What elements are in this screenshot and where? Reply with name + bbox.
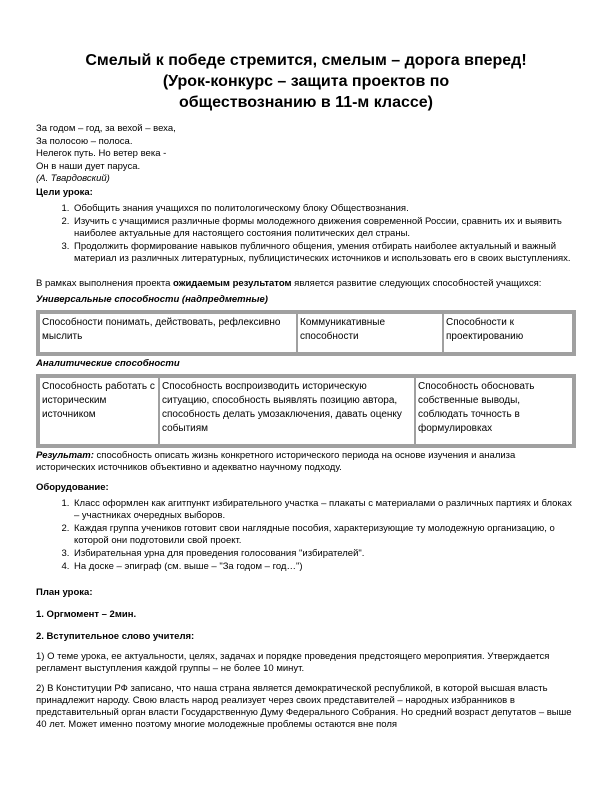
analytic-cell: Способность работать с историческим источником [39, 377, 159, 445]
universal-cell: Способности к проектированию [443, 313, 573, 353]
epigraph [36, 123, 576, 186]
analytic-table [36, 374, 576, 448]
result-text: способность описать жизнь конкретного исторического периода на основе изучения и анализа исторических источников объективно и адекватно научному подходу. [36, 449, 516, 473]
goals-heading: Цели урока: [36, 186, 93, 198]
result-label: Результат: [36, 449, 94, 461]
plan-step-1: 1. Оргмомент – 2мин. [36, 608, 137, 620]
equipment-heading: Оборудование: [36, 481, 109, 493]
analytic-heading: Аналитические способности [36, 357, 180, 369]
result-paragraph [36, 450, 576, 474]
analytic-cell: Способность воспроизводить историческую ситуацию, способность выявлять позицию автора, способность делать умозаключения, давать оценку событиям [159, 377, 415, 445]
title-line-1: Смелый к победе стремится, смелым – дорога вперед! [85, 52, 527, 69]
goal-item: 3. Продолжить формирование навыков публичного общения, умения отбирать наиболее актуальный и важный материал из различных литературных, публицистических источников и использовать его в своих выступлениях. [72, 241, 576, 265]
equipment-list [36, 498, 576, 573]
epigraph-line: Нелегок путь. Но ветер века - [36, 148, 167, 159]
plan-paragraph-2: 2) В Конституции РФ записано, что наша страна является демократической республикой, в которой высшая власть принадлежит народу. Свою власть народ реализует через своих представителей – народных избранников в представительный орган власти Государственную Думу Федерального Собрания. Но средний возраст депутатов – выше 40 лет. Может именно поэтому многие молодежные проблемы остаются вне поля [36, 682, 572, 730]
plan-step-2: 2. Вступительное слово учителя: [36, 630, 195, 642]
universal-heading: Универсальные способности (надпредметные) [36, 293, 268, 305]
equipment-item: 4. На доске – эпиграф (см. выше – "За годом – год…") [72, 561, 576, 573]
title-line-2: (Урок-конкурс – защита проектов по [162, 73, 450, 90]
goals-list [36, 203, 576, 265]
goal-item: 2. Изучить с учащимися различные формы молодежного движения современной России, сравнить их и выявить наиболее актуальные для настоящего состояния политических дел страны. [72, 216, 576, 240]
epigraph-author: (А. Твардовский) [36, 173, 110, 184]
equipment-item: 1. Класс оформлен как агитпункт избирательного участка – плакаты с материалами о различных партиях и блоках – участниках очередных выборов. [72, 498, 576, 522]
title-line-3: обществознанию в 11-м классе) [179, 94, 433, 111]
project-intro-after: является развитие следующих способностей учащихся: [291, 277, 542, 289]
epigraph-line: За полосою – полоса. [36, 135, 133, 147]
project-intro [36, 278, 576, 290]
equipment-item: 3. Избирательная урна для проведения голосования "избирателей". [72, 548, 576, 560]
universal-table [36, 310, 576, 356]
document-title [44, 50, 568, 113]
goal-item: 1. Обобщить знания учащихся по политологическому блоку Обществознания. [72, 203, 576, 215]
universal-cell: Коммуникативные способности [297, 313, 443, 353]
equipment-item: 2. Каждая группа учеников готовит свои наглядные пособия, характеризующие ту молодежную организацию, о которой они подготовили свой проект. [72, 523, 576, 547]
project-intro-before: В рамках выполнения проекта [36, 277, 174, 289]
plan-paragraph-1: 1) О теме урока, ее актуальности, целях, задачах и порядке проведения предстоящего мероприятия. Утверждается регламент выступления каждой группы – не более 10 минут. [36, 650, 550, 674]
plan-heading: План урока: [36, 586, 93, 598]
universal-cell: Способности понимать, действовать, рефлексивно мыслить [39, 313, 297, 353]
epigraph-line: За годом – год, за вехой – веха, [36, 123, 176, 134]
project-intro-bold: ожидаемым результатом [173, 277, 292, 289]
analytic-cell: Способность обосновать собственные выводы, соблюдать точность в формулировках [415, 377, 573, 445]
epigraph-line: Он в наши дует паруса. [36, 160, 141, 172]
